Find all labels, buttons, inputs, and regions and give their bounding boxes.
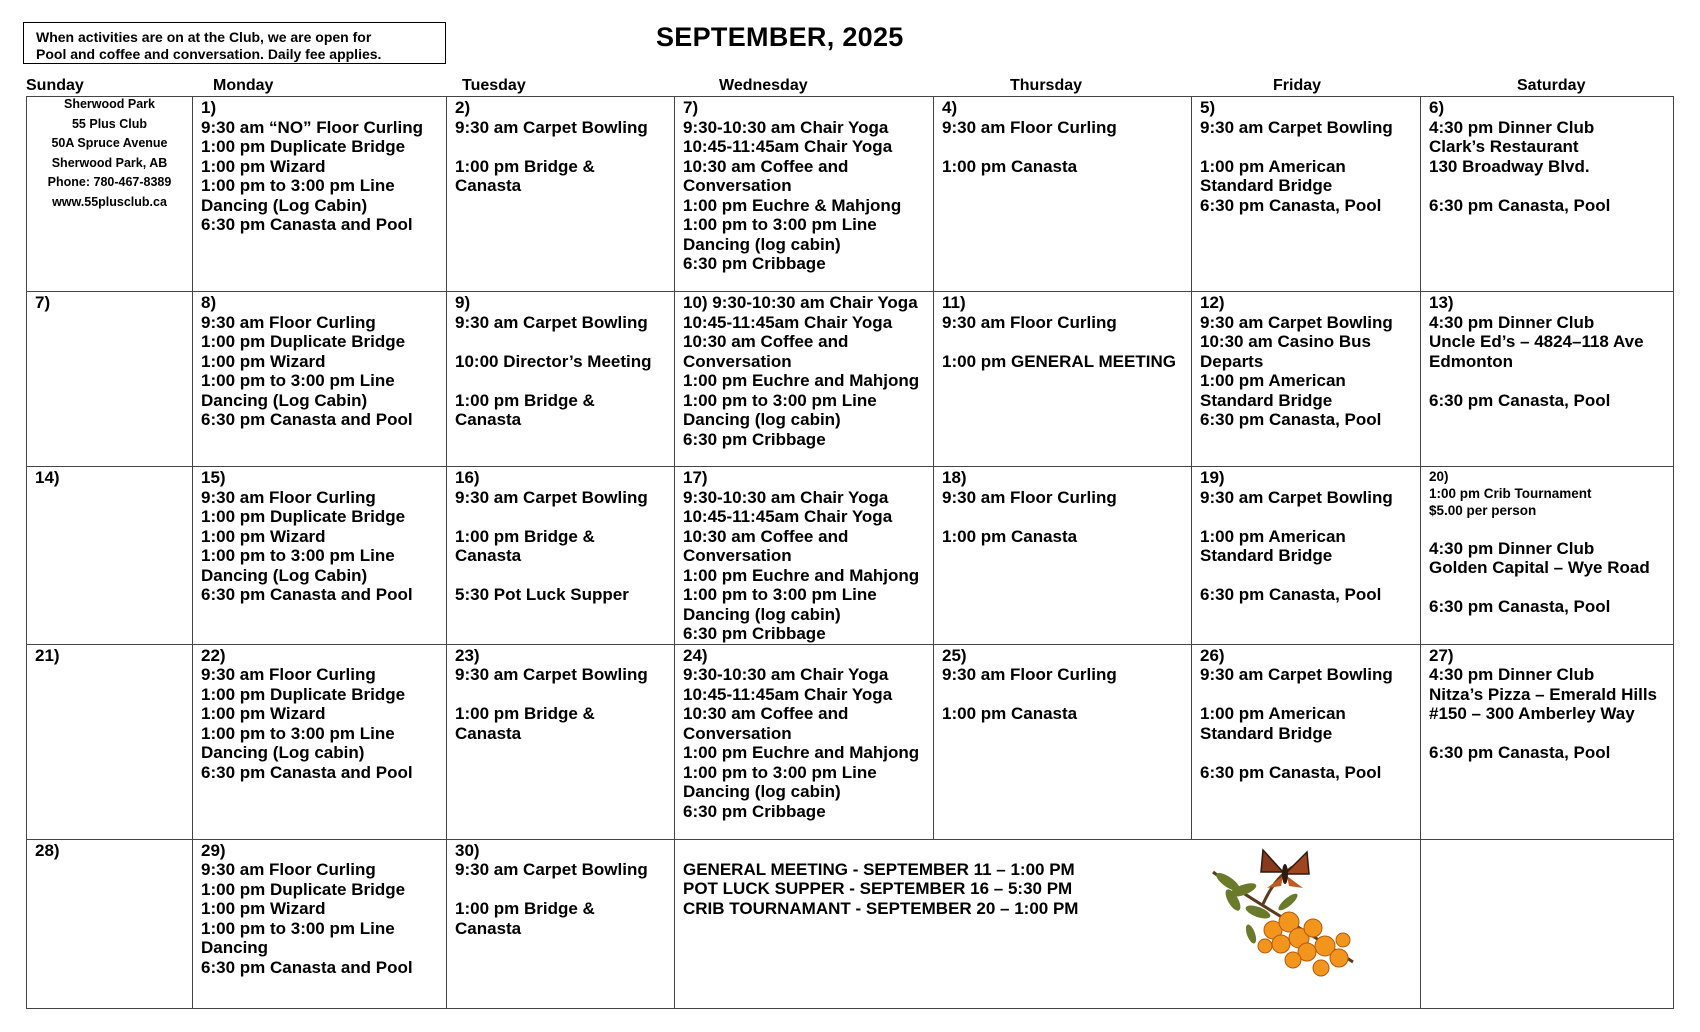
day-cell-12 [1192,292,1421,467]
day-header-tuesday: Tuesday [462,77,526,94]
event-line: 1:00 pm Bridge & [455,704,595,723]
day-cell-22 [193,644,447,839]
calendar-grid [26,96,1674,1009]
day-number: 15) [201,468,226,487]
event-line: Canasta [455,176,522,195]
event-line: 6:30 pm Canasta and Pool [201,957,413,977]
day-cell-13 [1421,292,1674,467]
event-line [1429,371,1673,391]
event-line: 10:30 am Coffee and [683,332,849,351]
event-line: 1:00 pm to 3:00 pm Line [201,371,395,390]
event-line: 1:00 pm Wizard [201,704,326,723]
day-number: 11) [942,293,966,312]
event-line: 6:30 pm Canasta, Pool [1429,743,1611,762]
day-cell-saturday-last [1421,839,1674,1008]
day-number: 17) [683,468,708,487]
day-number: 22) [201,645,226,665]
day-cell-23 [447,644,675,839]
day-cell-29 [193,839,447,1008]
event-line [455,332,674,352]
event-line: 6:30 pm Canasta, Pool [1200,585,1382,604]
event-line: 9:30 am “NO” Floor Curling [201,117,423,137]
event-line: Dancing (Log Cabin) [201,565,368,585]
day-number: 7) [35,293,51,312]
event-line: 10:30 am Coffee and [683,156,849,176]
day-cell-20 [1421,467,1674,645]
butterfly-flower-illustration [1203,842,1383,982]
day-cell-18 [934,467,1192,645]
event-line [455,137,674,157]
event-line: 6:30 pm Canasta, Pool [1429,195,1611,215]
butterfly-icon [1261,850,1309,888]
day-number: 6) [1429,98,1445,117]
event-line [455,880,674,900]
day-number: 18) [942,468,967,487]
day-cell-5 [1192,97,1421,292]
event-line [1429,176,1673,196]
event-line: 1:00 pm to 3:00 pm Line [683,215,877,234]
day-header-monday: Monday [213,77,274,94]
day-cell-24 [675,644,934,839]
event-line: Sherwood Park, AB [51,155,168,170]
event-line: 1:00 pm Wizard [201,156,326,176]
event-line: Dancing (Log cabin) [201,743,365,762]
event-line: Standard Bridge [1200,176,1333,195]
event-line [1429,578,1673,598]
event-line [1200,685,1420,705]
event-line: Conversation [683,723,792,743]
day-header-sunday: Sunday [26,77,84,94]
announcement-line: CRIB TOURNAMANT - SEPTEMBER 20 – 1:00 PM [683,898,1079,918]
event-line: 1:00 pm Bridge & [455,390,595,410]
event-line: 1:00 pm Euchre and Mahjong [683,371,920,390]
day-number: 10) 9:30-10:30 am Chair Yoga [683,293,918,312]
event-line [1200,743,1420,763]
day-number: 20) [1429,469,1449,484]
event-line: 10:45-11:45am Chair Yoga [683,507,893,526]
event-line: 4:30 pm Dinner Club [1429,538,1595,558]
day-cell-30 [447,839,675,1008]
day-cell-3 [675,97,934,292]
day-number: 8) [201,293,217,312]
event-line: 1:00 pm Crib Tournament [1429,486,1592,501]
event-line: 10:45-11:45am Chair Yoga [683,312,893,332]
event-line: 6:30 pm Cribbage [683,429,826,449]
event-line: 9:30 am Carpet Bowling [455,665,648,684]
event-line [455,507,674,527]
event-line: 9:30 am Floor Curling [201,665,376,684]
day-cell-27 [1421,644,1674,839]
event-line: 1:00 pm Bridge & [455,526,595,546]
day-number: 27) [1429,645,1454,665]
event-line: Canasta [455,918,522,938]
day-cell-25 [934,644,1192,839]
event-line: 1:00 pm American [1200,526,1346,546]
event-line [1200,566,1420,586]
day-cell-15 [193,467,447,645]
day-number: 25) [942,645,967,665]
event-line: 9:30 am Carpet Bowling [455,860,648,879]
event-line: 1:00 pm Wizard [201,351,326,371]
event-line: Dancing (Log Cabin) [201,195,368,215]
event-line: 9:30 am Carpet Bowling [1200,117,1393,137]
event-line: 10:45-11:45am Chair Yoga [683,137,893,156]
day-cell-10 [675,292,934,467]
event-line: 1:00 pm to 3:00 pm Line [201,546,395,565]
day-number: 28) [35,840,60,860]
event-line: 1:00 pm American [1200,156,1346,176]
event-line: 1:00 pm Canasta [942,526,1078,546]
day-number: 24) [683,645,708,665]
event-line: 1:00 pm Duplicate Bridge [201,684,406,704]
event-line: Canasta [455,723,522,743]
announcements-cell [675,839,1421,1008]
event-line: 9:30 am Floor Curling [942,312,1117,332]
event-line: 9:30 am Carpet Bowling [455,487,648,507]
calendar-week [27,839,1674,1008]
notice-line: Pool and coffee and conversation. Daily fee applies. [36,46,382,62]
event-line: 9:30 am Floor Curling [942,665,1117,684]
day-cell-1 [193,97,447,292]
day-number: 19) [1200,468,1225,487]
day-cell-28 [27,839,193,1008]
club-info-cell [27,97,193,292]
event-line: 1:00 pm Canasta [942,156,1078,176]
event-line [455,371,674,391]
event-line: 6:30 pm Cribbage [683,254,826,273]
event-line [1200,137,1420,157]
event-line: 1:00 pm Euchre and Mahjong [683,743,920,762]
event-line: Phone: 780-467-8389 [47,175,172,189]
event-line: 6:30 pm Canasta and Pool [201,762,413,782]
calendar-week [27,644,1674,839]
event-line: Clark’s Restaurant [1429,137,1579,156]
announcement-line: POT LUCK SUPPER - SEPTEMBER 16 – 5:30 PM [683,879,1073,898]
event-line: Dancing [201,938,269,957]
event-line: 6:30 pm Cribbage [683,624,826,643]
event-line [942,137,1191,157]
event-line: 1:00 pm American [1200,704,1346,723]
event-line: 9:30 am Carpet Bowling [1200,665,1393,684]
event-line: 1:00 pm to 3:00 pm Line [683,390,877,410]
event-line: Dancing (log cabin) [683,234,841,254]
event-line: 6:30 pm Canasta, Pool [1429,390,1611,410]
event-line: Nitza’s Pizza – Emerald Hills [1429,684,1658,704]
event-line: 1:00 pm Duplicate Bridge [201,137,406,156]
event-line: Sherwood Park [64,97,155,111]
day-number: 14) [35,468,60,487]
event-line: 1:00 pm to 3:00 pm Line [201,918,395,938]
event-line: 4:30 pm Dinner Club [1429,312,1595,332]
event-line: 10:00 Director’s Meeting [455,351,652,371]
event-line: www.55plusclub.ca [52,194,167,209]
event-line: Standard Bridge [1200,723,1333,743]
event-line: 9:30 am Floor Curling [201,312,376,332]
day-number: 16) [455,468,480,487]
event-line: 1:00 pm to 3:00 pm Line [201,176,395,195]
event-line: 1:00 pm Canasta [942,704,1078,723]
event-line: 1:00 pm Duplicate Bridge [201,332,406,351]
day-number: 1) [201,98,217,117]
day-number: 29) [201,840,226,860]
day-header-thursday: Thursday [1010,77,1083,94]
event-line: 6:30 pm Canasta and Pool [201,410,413,429]
day-number: 2) [455,98,471,117]
event-line: 50A Spruce Avenue [51,136,168,150]
day-number: 12) [1200,293,1225,312]
event-line: 9:30 am Floor Curling [942,117,1117,137]
event-line: Dancing (log cabin) [683,410,841,429]
day-number: 26) [1200,645,1225,665]
calendar-week [27,467,1674,645]
dinner-club-note [1429,539,1673,617]
event-line: 55 Plus Club [71,116,148,131]
event-line: Departs [1200,351,1264,371]
event-line: 4:30 pm Dinner Club [1429,117,1595,137]
event-line [942,507,1191,527]
event-line [942,332,1191,352]
event-line: 9:30 am Floor Curling [201,487,376,507]
event-line: 5:30 Pot Luck Supper [455,585,629,604]
crib-tournament-note [1429,468,1673,519]
event-line: 1:00 pm American [1200,371,1346,390]
event-line: Canasta [455,546,522,565]
day-number: 13) [1429,293,1454,312]
event-line: Dancing (log cabin) [683,782,841,801]
calendar-week [27,97,1674,292]
day-cell-26 [1192,644,1421,839]
event-line: 6:30 pm Canasta and Pool [201,585,413,604]
event-line [1200,507,1420,527]
event-line: 1:00 pm Euchre & Mahjong [683,195,902,215]
day-cell-7 [27,292,193,467]
event-line: 10:30 am Casino Bus [1200,332,1372,351]
event-line [942,685,1191,705]
event-line: 6:30 pm Canasta, Pool [1200,195,1382,215]
day-header-saturday: Saturday [1517,77,1586,94]
day-header-wednesday: Wednesday [719,77,808,94]
day-number: 9) [455,293,471,312]
event-line: Conversation [683,176,792,195]
event-line: 1:00 pm to 3:00 pm Line [201,723,395,743]
event-line: Edmonton [1429,351,1514,371]
day-number: 4) [942,98,958,117]
event-line: 10:30 am Coffee and [683,526,849,546]
day-cell-11 [934,292,1192,467]
event-line: 1:00 pm to 3:00 pm Line [683,585,877,604]
event-line [455,566,674,586]
event-line: 6:30 pm Canasta and Pool [201,215,413,234]
event-line: 9:30-10:30 am Chair Yoga [683,487,889,507]
event-line: 1:00 pm Duplicate Bridge [201,507,406,526]
event-line: Canasta [455,410,522,429]
day-cell-21 [27,644,193,839]
day-cell-14 [27,467,193,645]
day-cell-19 [1192,467,1421,645]
event-line: 1:00 pm Euchre and Mahjong [683,565,920,585]
notice-line: When activities are on at the Club, we are open for [36,29,372,45]
day-number: 30) [455,840,480,860]
event-line: Conversation [683,351,792,371]
event-line: 9:30 am Carpet Bowling [455,117,648,137]
event-line: 4:30 pm Dinner Club [1429,665,1595,684]
event-line: 1:00 pm Bridge & [455,156,595,176]
event-line: 9:30 am Carpet Bowling [455,312,648,332]
event-line: 1:00 pm Duplicate Bridge [201,879,406,899]
event-line: 6:30 pm Cribbage [683,801,826,821]
day-cell-4 [934,97,1192,292]
event-line: 6:30 pm Canasta, Pool [1200,410,1382,429]
event-line: Dancing (Log Cabin) [201,390,368,410]
event-line: 1:00 pm to 3:00 pm Line [683,762,877,782]
day-number: 21) [35,645,60,665]
event-line: 9:30 am Carpet Bowling [1200,487,1393,507]
event-line: 1:00 pm Wizard [201,899,326,918]
page-title: SEPTEMBER, 2025 [656,22,904,52]
event-line: 1:00 pm Bridge & [455,899,595,918]
event-line: 9:30-10:30 am Chair Yoga [683,117,889,137]
day-cell-8 [193,292,447,467]
day-header-friday: Friday [1273,77,1322,94]
event-line: 10:30 am Coffee and [683,704,849,723]
day-number: 23) [455,645,480,665]
event-line: #150 – 300 Amberley Way [1429,704,1635,723]
event-line: Standard Bridge [1200,390,1333,410]
event-line: 6:30 pm Canasta, Pool [1200,762,1382,782]
event-line: 6:30 pm Canasta, Pool [1429,597,1611,616]
day-cell-16 [447,467,675,645]
event-line: 9:30 am Carpet Bowling [1200,312,1393,332]
day-cell-2 [447,97,675,292]
announcement-line: GENERAL MEETING - SEPTEMBER 11 – 1:00 PM [683,859,1075,879]
event-line: 9:30-10:30 am Chair Yoga [683,665,889,684]
event-line: 9:30 am Floor Curling [201,860,376,879]
event-line: 1:00 pm Wizard [201,526,326,546]
event-line: Conversation [683,546,792,565]
event-line: Golden Capital – Wye Road [1429,558,1650,577]
event-line: 9:30 am Floor Curling [942,487,1117,507]
event-line: 130 Broadway Blvd. [1429,156,1590,176]
day-number: 7) [683,98,699,117]
orange-blossoms [1258,912,1350,976]
day-cell-6 [1421,97,1674,292]
event-line: $5.00 per person [1429,503,1537,518]
day-number: 5) [1200,98,1216,117]
calendar-week [27,292,1674,467]
event-line: Dancing (log cabin) [683,604,841,624]
day-cell-17 [675,467,934,645]
day-cell-9 [447,292,675,467]
event-line: Uncle Ed’s – 4824–118 Ave [1429,332,1644,351]
event-line [1429,724,1673,744]
notice-box [23,22,446,64]
event-line: 10:45-11:45am Chair Yoga [683,684,893,704]
event-line: Standard Bridge [1200,546,1333,565]
event-line: 1:00 pm GENERAL MEETING [942,351,1176,371]
event-line [455,685,674,705]
